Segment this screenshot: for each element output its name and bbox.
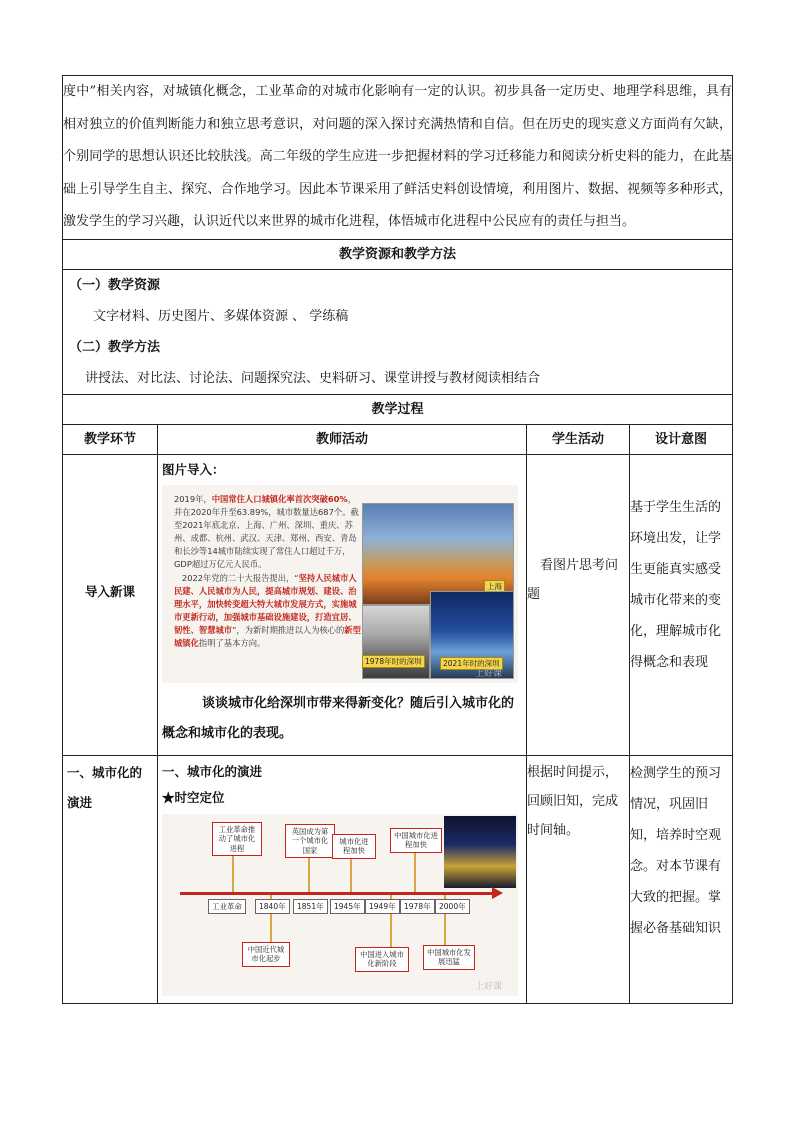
document-page [62,75,732,1004]
resources-items: 文字材料、历史图片、多媒体资源 、 学练稿 [93,308,349,324]
student-cell: 根据时间提示，回顾旧知，完成时间轴。 [527,755,630,1003]
timeline-year: 1978年 [400,899,435,914]
teacher-subheading: ★时空定位 [162,789,225,805]
connector [232,856,234,892]
intent-cell: 基于学生生活的环境出发，让学生更能真实感受城市化带来的变化，理解城市化得概念和表现 [630,454,733,755]
resources-heading: （一）教学资源 [69,277,161,293]
resources-title: 教学资源和教学方法 [63,239,733,269]
header-stage: 教学环节 [63,424,158,454]
intro-row [63,76,733,240]
teacher-heading: 一、城市化的演进 [162,763,263,779]
teacher-cell [158,454,527,755]
photo-tag-shanghai: 上海 [484,580,505,593]
image-text-part: 2019年， [174,493,212,504]
timeline-year: 1851年 [293,899,328,914]
timeline-axis [180,892,498,895]
city-night-photo [444,816,516,888]
timeline-event: 城市化进程加快 [332,834,376,859]
photo-tag-2021: 2021年时的深圳 [440,657,503,670]
urbanization-image [162,485,518,683]
timeline-event: 中国城市化进程加快 [390,828,442,853]
timeline-event: 中国近代城市化起步 [242,942,290,967]
lesson-plan-table [62,75,733,1004]
teacher-heading: 图片导入： [162,461,225,477]
timeline-year: 工业革命 [208,899,246,914]
process-header-row [63,424,733,454]
process-title-row [63,394,733,424]
methods-heading: （二）教学方法 [69,339,161,355]
student-analysis-text: 度中”相关内容，对城镇化概念，工业革命的对城市化影响有一定的认识。初步具备一定历史、地理学科思维，具有相对独立的价值判断能力和独立思考意识，对问题的深入探讨充满热情和自信。但在历史的现实意义方面尚有欠缺，个别同学的思想认识还比较肤浅。高二年级的学生应进一步把握材料的学习迁移能力和阅读分析史料的能力，在此基础上引导学生自主、探究、合作地学习。因此本节课采用了鲜活史料创设情境，利用图片、数据、视频等多种形式，激发学生的学习兴趣，认识近代以来世界的城市化进程，体悟城市化进程中公民应有的责任与担当。 [63,76,733,240]
resources-row [63,269,733,394]
resources-content [63,269,733,394]
teacher-cell [158,755,527,1003]
watermark: 上好课 [474,981,502,992]
process-row-evolution [63,755,733,1003]
image-text-highlight: 坚持人民城市人民建、人民城市为人民，提高城市规划、建设、治理水平，加快转变超大特大城市发展方式，实施城市更新行动，加强城市基础设施建设，打造宜居、韧性、智慧城市 [174,572,357,635]
teacher-question: 谈谈城市化给深圳市带来得新变化？随后引入城市化的概念和城市化的表现。 [162,695,515,741]
image-caption-text [174,493,364,650]
process-title: 教学过程 [63,394,733,424]
image-text-part: ，并在2020年升至63.89%，城市数量达687个。截至2021年底北京、上海、广州、深圳、重庆、苏州、成都、杭州、武汉、天津、郑州、西安、青岛和长沙等14城市陆续实现了常住人口超过千万，GDP超过万亿元人民币。 [174,493,359,570]
stage-cell: 导入新课 [63,454,158,755]
student-cell: 看图片思考问题 [527,454,630,755]
timeline-event: 工业革命推动了城市化进程 [212,822,262,857]
stage-cell: 一、城市化的演进 [63,755,158,1003]
header-teacher: 教师活动 [158,424,527,454]
timeline-year: 1840年 [255,899,290,914]
photo-tag-1978: 1978年时的深圳 [362,655,425,668]
watermark: 上好课 [474,668,502,679]
resources-title-row [63,239,733,269]
image-text-highlight: 新型城镇化 [174,624,361,648]
timeline-year: 2000年 [435,899,470,914]
timeline-arrow [492,887,503,899]
methods-items: 讲授法、对比法、讨论法、问题探究法、史料研习、课堂讲授与教材阅读相结合 [85,370,541,386]
image-text-part: 2022年党的二十大报告提出，“ [181,572,299,583]
header-student: 学生活动 [527,424,630,454]
timeline-year: 1949年 [365,899,400,914]
timeline-event: 中国进入城市化新阶段 [355,947,409,972]
header-intent: 设计意图 [630,424,733,454]
timeline-event: 英国成为第一个城市化国家 [285,824,335,859]
image-text-highlight: 中国常住人口城镇化率首次突破60% [211,493,348,504]
image-text-part: ”，为新时期推进以人为核心的 [232,624,345,635]
timeline-event: 中国城市化发展迅猛 [423,945,475,970]
timeline-image [162,814,518,996]
process-row-intro [63,454,733,755]
intent-cell: 检测学生的预习情况，巩固旧知，培养时空观念。对本节课有大致的把握。掌握必备基础知识 [630,755,733,1003]
image-text-part: 指明了基本方向。 [198,638,266,648]
timeline-year: 1945年 [330,899,365,914]
